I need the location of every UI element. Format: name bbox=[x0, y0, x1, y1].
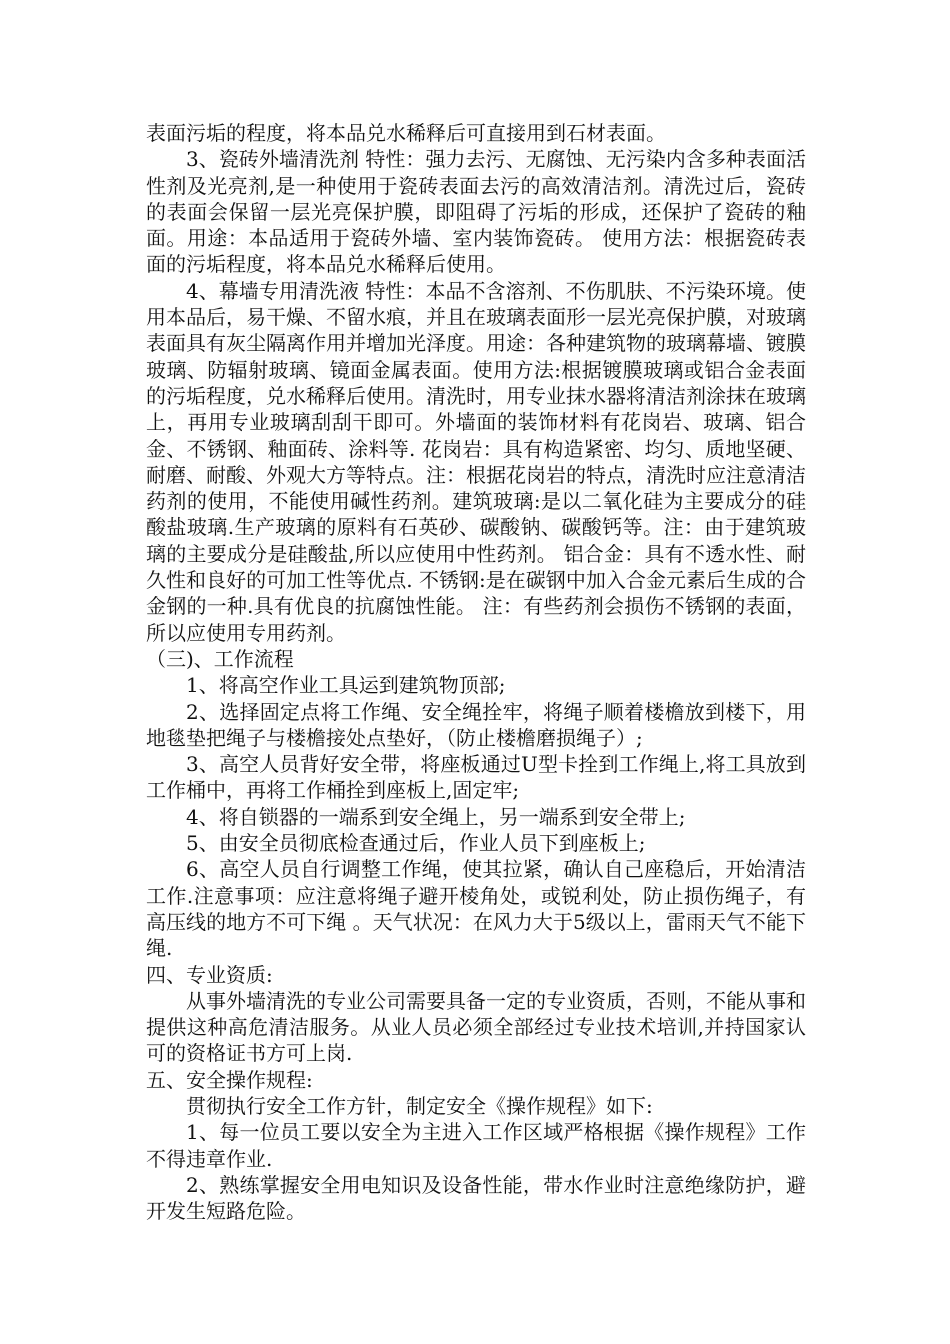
safety-rule-2: 2、熟练掌握安全用电知识及设备性能，带水作业时注意绝缘防护，避开发生短路危险。 bbox=[146, 1172, 806, 1224]
paragraph-safety-intro: 贯彻执行安全工作方针，制定安全《操作规程》如下: bbox=[186, 1093, 653, 1118]
workflow-step-6: 6、高空人员自行调整工作绳，使其拉紧，确认自己座稳后，开始清洁工作.注意事项：应注意将绳子避开棱角处，或锐利处，防止损伤绳子，有高压线的地方不可下绳 。天气状况：在风力大于5级以上，雷雨天气不能下绳. bbox=[146, 857, 806, 961]
paragraph-stone-usage-end: 表面污垢的程度，将本品兑水稀释后可直接用到石材表面。 bbox=[146, 121, 666, 145]
paragraph-curtain-wall-cleaner: 4、幕墙专用清洗液 特性：本品不含溶剂、不伤肌肤、不污染环境。使用本品后，易干燥、不留水痕，并且在玻璃表面形一层光亮保护膜，对玻璃表面具有灰尘隔离作用并增加光泽度。用途：各种建筑物的玻璃幕墙、镀膜玻璃、防辐射玻璃、镜面金属表面。使用方法:根据镀膜玻璃或铝合金表面的污垢程度，兑水稀释后使用。清洗时，用专业抹水器将清洁剂涂抹在玻璃上，再用专业玻璃刮刮干即可。外墙面的装饰材料有花岗岩、玻璃、铝合金、不锈钢、釉面砖、涂料等. 花岗岩：具有构造紧密、均匀、质地坚硬、耐磨、耐酸、外观大方等特点。注：根据花岗岩的特点，清洗时应注意清洁药剂的使用，不能使用碱性药剂。建筑玻璃:是以二氧化硅为主要成分的硅酸盐玻璃.生产玻璃的原料有石英砂、碳酸钠、碳酸钙等。注：由于建筑玻璃的主要成分是硅酸盐,所以应使用中性药剂。 铝合金：具有不透水性、耐久性和良好的可加工性等优点. 不锈钢:是在碳钢中加入合金元素后生成的合金钢的一种.具有优良的抗腐蚀性能。 注：有些药剂会损伤不锈钢的表面，所以应使用专用药剂。 bbox=[146, 278, 806, 645]
safety-rule-1: 1、每一位员工要以安全为主进入工作区域严格根据《操作规程》工作不得违章作业. bbox=[146, 1120, 806, 1171]
workflow-step-3: 3、高空人员背好安全带，将座板通过U型卡拴到工作绳上,将工具放到工作桶中，再将工作桶拴到座板上,固定牢; bbox=[146, 752, 806, 803]
paragraph-tile-cleaner: 3、瓷砖外墙清洗剂 特性：强力去污、无腐蚀、无污染内含多种表面活性剂及光亮剂,是一种使用于瓷砖表面去污的高效清洁剂。清洗过后，瓷砖的表面会保留一层光亮保护膜，即阻碍了污垢的形成，还保护了瓷砖的釉面。用途：本品适用于瓷砖外墙、室内装饰瓷砖。 使用方法：根据瓷砖表面的污垢程度，将本品兑水稀释后使用。 bbox=[146, 147, 806, 277]
document-body bbox=[146, 120, 806, 1224]
workflow-step-1: 1、将高空作业工具运到建筑物顶部; bbox=[186, 673, 506, 698]
workflow-step-2: 2、选择固定点将工作绳、安全绳拴牢，将绳子顺着楼檐放到楼下，用地毯垫把绳子与楼檐接处点垫好，（防止楼檐磨损绳子）; bbox=[146, 699, 806, 750]
workflow-step-5: 5、由安全员彻底检查通过后，作业人员下到座板上; bbox=[186, 831, 646, 856]
section-heading-safety-rules: 五、安全操作规程: bbox=[146, 1067, 313, 1092]
section-heading-qualification: 四、专业资质: bbox=[146, 962, 273, 987]
paragraph-qualification: 从事外墙清洗的专业公司需要具备一定的专业资质，否则，不能从事和提供这种高危清洁服务。从业人员必须全部经过专业技术培训,并持国家认可的资格证书方可上岗. bbox=[146, 988, 806, 1066]
section-heading-workflow: （三)、工作流程 bbox=[146, 646, 294, 671]
workflow-step-4: 4、将自锁器的一端系到安全绳上，另一端系到安全带上; bbox=[186, 804, 686, 829]
